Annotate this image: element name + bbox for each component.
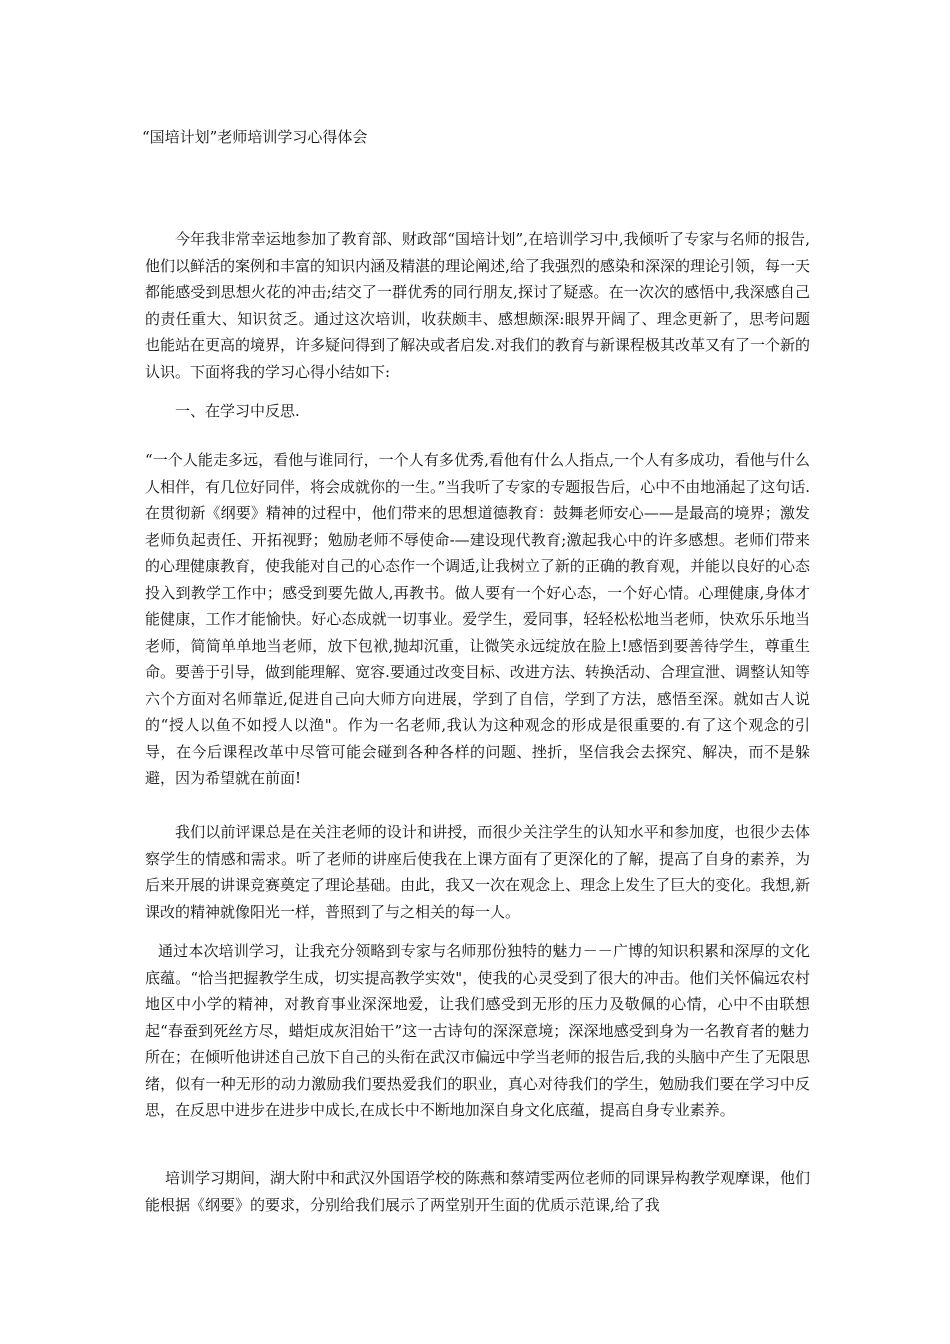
paragraph-expert-charm: 通过本次培训学习，让我充分领略到专家与名师那份独特的魅力－－广博的知识积累和深厚的文化底蕴。“恰当把握教学生成，切实提高教学实效"，使我的心灵受到了很大的冲击。他们关怀偏远农村地区中小学的精神，对教育事业深深地爱，让我们感受到无形的压力及敬佩的心情，心中不由联想起“春蚕到死丝方尽，蜡炬成灰泪始干”这一古诗句的深深意境；深深地感受到身为一名教育者的魅力所在；在倾听他讲述自己放下自己的头衔在武汉市偏远中学当老师的报告后,我的头脑中产生了无限思绪，似有一种无形的动力激励我们要热爱我们的职业，真心对待我们的学生，勉励我们要在学习中反思，在反思中进步在进步中成长,在成长中不断地加深自身文化底蕴，提高自身专业素养。 bbox=[145, 942, 810, 1119]
paragraph-intro: 今年我非常幸运地参加了教育部、财政部“国培计划”,在培训学习中,我倾听了专家与名师的报告,他们以鲜活的案例和丰富的知识内涵及精湛的理论阐述,给了我强烈的感染和深深的理论引领，每一天都能感受到思想火花的冲击;结交了一群优秀的同行朋友,探讨了疑惑。在一次次的感悟中,我深感自己的责任重大、知识贫乏。通过这次培训，收获颇丰、感想颇深:眼界开阔了、理念更新了，思考问题也能站在更高的境界，许多疑问得到了解决或者启发.对我们的教育与新课程极其改革又有了一个新的认识。下面将我的学习心得小结如下: bbox=[145, 230, 810, 381]
paragraph-lesson-evaluation: 我们以前评课总是在关注老师的设计和讲授，而很少关注学生的认知水平和参加度，也很少去体察学生的情感和需求。听了老师的讲座后使我在上课方面有了更深化的了解，提高了自身的素养，为后来开展的讲课竞赛奠定了理论基础。由此，我又一次在观念上、理念上发生了巨大的变化。我想,新课改的精神就像阳光一样，普照到了与之相关的每一人。 bbox=[145, 823, 810, 921]
paragraph-quote-reflection: “一个人能走多远，看他与谁同行，一个人有多优秀,看他有什么人指点,一个人有多成功，看他与什么人相伴，有几位好同伴，将会成就你的一生。”当我听了专家的专题报告后，心中不由地涌起了这句话.在贯彻新《纲要》精神的过程中，他们带来的思想道德教育：鼓舞老师安心——是最高的境界；激发老师负起责任、开拓视野；勉励老师不辱使命-—建设现代教育;激起我心中的许多感想。老师们带来的心理健康教育，使我能对自己的心态作一个调适,让我树立了新的正确的教育观，并能以良好的心态投入到教学工作中；感受到要先做人,再教书。做人要有一个好心态，一个好心情。心理健康,身体才能健康，工作才能愉快。好心态成就一切事业。爱学生，爱同事，轻轻松松地当老师，快欢乐乐地当老师，简简单单地当老师，放下包袱,抛却沉重，让微笑永远绽放在脸上!感悟到要善待学生，尊重生命。要善于引导，做到能理解、宽容.要通过改变目标、改进方法、转换活动、合理宣泄、调整认知等六个方面对名师靠近,促进自己向大师方向进展，学到了自信，学到了方法，感悟至深。就如古人说的“授人以鱼不如授人以渔"。作为一名老师,我认为这种观念的形成是很重要的.有了这个观念的引导，在今后课程改革中尽管可能会碰到各种各样的问题、挫折，坚信我会去探究、解决，而不是躲避，因为希望就在前面! bbox=[145, 451, 810, 787]
document-title: “国培计划”老师培训学习心得体会 bbox=[142, 128, 368, 146]
paragraph-observation-class: 培训学习期间，湖大附中和武汉外国语学校的陈燕和蔡靖雯两位老师的同课异构教学观摩课，他们能根据《纲要》的要求，分别给我们展示了两堂别开生面的优质示范课,给了我 bbox=[145, 1169, 811, 1214]
section-heading-reflection: 一、在学习中反思. bbox=[175, 402, 300, 420]
